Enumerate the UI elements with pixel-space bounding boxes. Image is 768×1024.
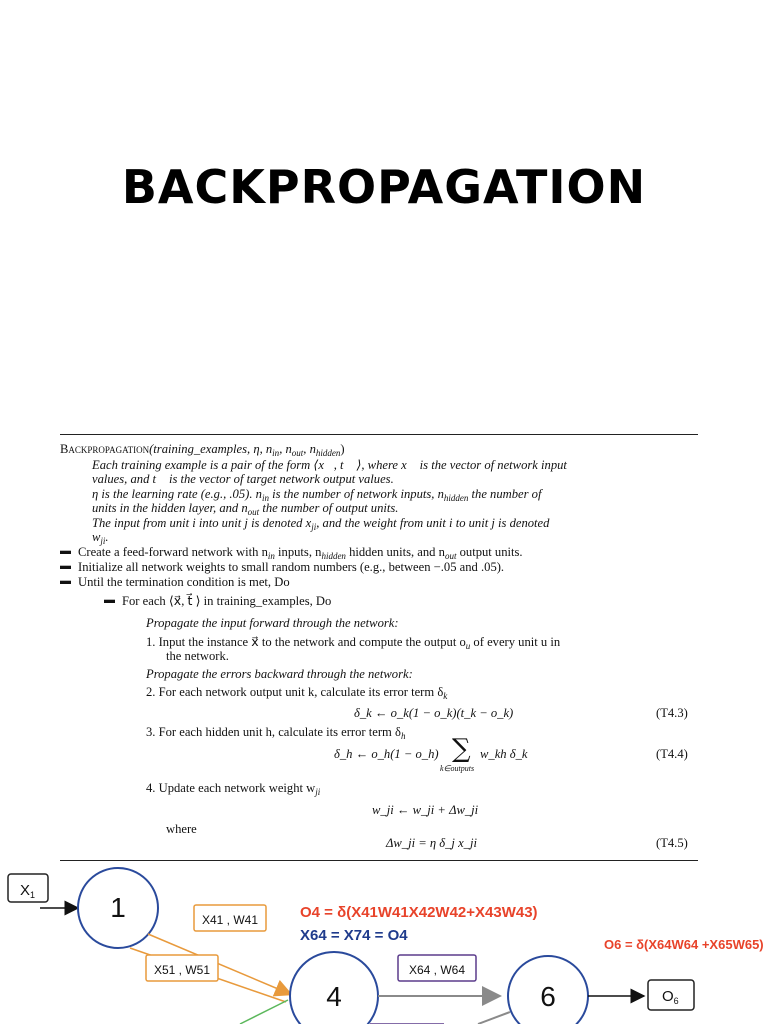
node-1-label: 1 [110,892,126,923]
weight-label-w51: X51 , W51 [153,963,211,977]
slide-title: BACKPROPAGATION [121,160,647,214]
step-create: Create a feed-forward network with $n_{in}$ inputs, $n_{hidden}$ hidden units, and $n_{out}$ output units. [78,545,523,561]
desc-line-1: Each training example is a pair of the form ⟨x⃗, t⃗ ⟩, where x⃗ is the vector of network input [92,458,567,472]
top-rule [60,434,698,435]
algorithm-figure [60,434,698,864]
summation-icon: ∑ [452,734,471,764]
edge-5-6 [478,1012,510,1024]
bullet-icon: ▬ [104,594,115,606]
edge-green [240,1000,288,1024]
weight-label-w41: X41 , W41 [201,913,259,927]
desc-line-5: The input from unit i into unit j is denoted $x_{ji}$, and the weight from unit i to unit j is denoted [92,516,550,532]
equation-t4-4-left: δ_h ← o_h(1 − o_h) [334,747,439,761]
equation-t4-4-under: k∈outputs [440,764,475,773]
propagate-backward-heading: Propagate the errors backward through the network: [146,667,413,681]
step-1: 1. Input the instance x⃗ to the network and compute the output $o_u$ of every unit u in [146,635,561,651]
bullet-icon: ▬ [60,560,71,572]
step-2: 2. For each network output unit k, calculate its error term $\delta_k$ [146,685,448,701]
propagate-forward-heading: Propagate the input forward through the network: [146,616,399,630]
equation-weight-update: w_ji ← w_ji + Δw_ji [372,803,479,817]
equation-label-t4-5: (T4.5) [656,836,688,850]
equation-t4-4-right: w_kh δ_k [480,747,528,761]
step-1-cont: the network. [166,649,229,663]
equation-label-t4-4: (T4.4) [656,747,688,761]
equation-t4-3: δ_k ← o_k(1 − o_k)(t_k − o_k) [354,706,514,720]
step-until: Until the termination condition is met, Do [78,575,290,589]
weight-label-w64: X64 , W64 [408,963,466,977]
step-3: 3. For each hidden unit h, calculate its error term $\delta_h$ [146,725,406,741]
desc-line-4: units in the hidden layer, and $n_{out}$ the number of output units. [92,501,399,517]
algorithm-header: Backpropagation(training_examples, η, $n_{in}$, $n_{out}$, $n_{hidden}$) [60,442,345,458]
desc-line-6: $w_{ji}$. [92,530,109,546]
node-4-label: 4 [326,981,342,1012]
where-label: where [166,822,197,836]
bullet-icon: ▬ [60,575,71,587]
formula-x64: X64 = X74 = O4 [300,927,408,944]
desc-line-3: η is the learning rate (e.g., .05). $n_{in}$ is the number of network inputs, $n_{hidden}$ the number of [92,487,542,503]
formula-o6: O6 = δ(X64W64 +X65W65) [604,937,764,952]
node-6-label: 6 [540,981,556,1012]
step-4: 4. Update each network weight $w_{ji}$ [146,781,321,797]
bullet-icon: ▬ [60,545,71,557]
step-foreach: For each ⟨x⃗, t⃗ ⟩ in training_examples, Do [122,594,332,608]
step-init: Initialize all network weights to small random numbers (e.g., between −.05 and .05). [78,560,505,574]
desc-line-2: values, and t⃗ is the vector of target network output values. [92,472,394,486]
equation-t4-5: Δw_ji = η δ_j x_ji [386,836,477,850]
equation-label-t4-3: (T4.3) [656,706,688,720]
input-label: $X_1$ [20,882,36,900]
formula-o4: O4 = δ(X41W41X42W42+X43W43) [300,904,538,921]
bottom-rule [60,860,698,861]
output-label: $O_6$ [662,988,679,1006]
